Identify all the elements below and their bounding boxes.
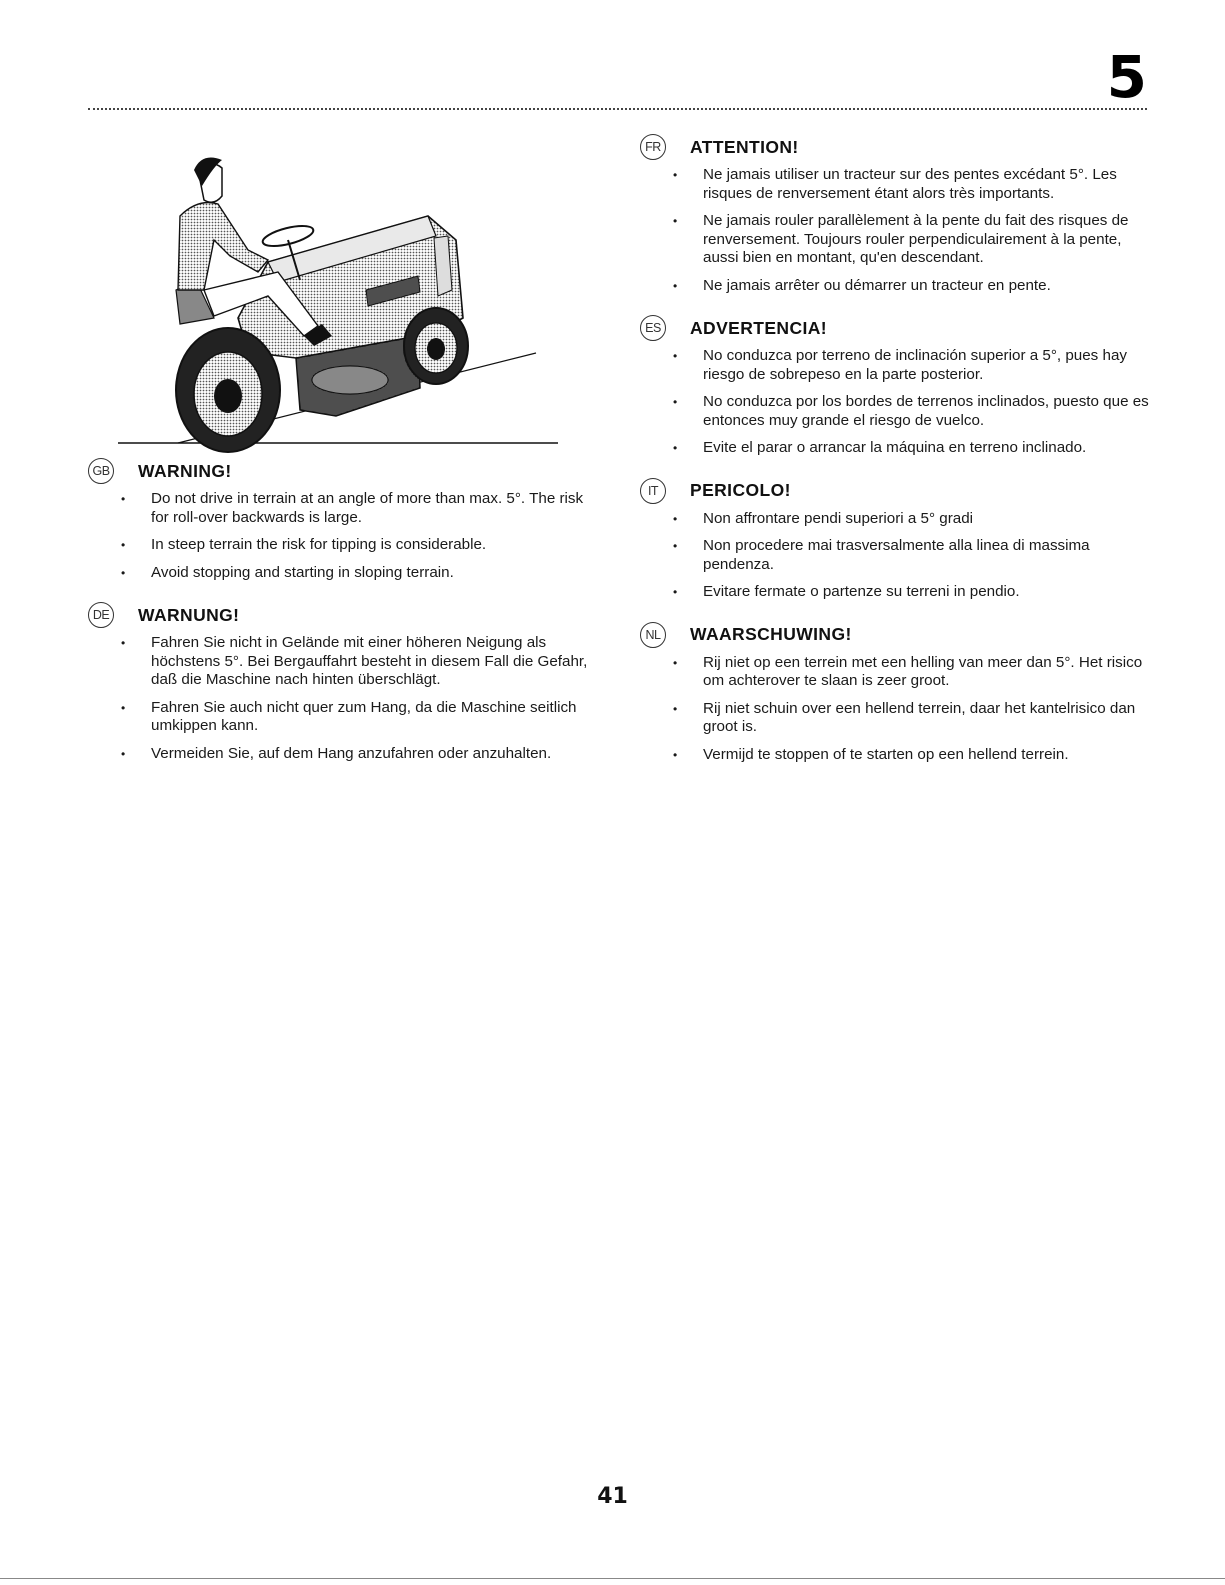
section-nl xyxy=(640,620,1155,765)
lang-badge-fr: FR xyxy=(640,134,666,160)
list-item: • Evitare fermate o partenze su terreni in pendio. xyxy=(640,583,1155,602)
section-title-es: ADVERTENCIA! xyxy=(690,317,828,338)
page-bottom-edge xyxy=(0,1578,1225,1579)
list-item: • Ne jamais arrêter ou démarrer un tracteur en pente. xyxy=(640,277,1155,296)
list-item: • No conduzca por los bordes de terrenos inclinados, puesto que es entonces muy grande el riesgo de vuelco. xyxy=(640,393,1155,430)
list-item: • Rij niet op een terrein met een helling van meer dan 5°. Het risico om achterover te slaan is zeer groot. xyxy=(640,654,1155,691)
section-title-nl: WAARSCHUWING! xyxy=(690,624,852,644)
list-item: • No conduzca por terreno de inclinación superior a 5°, pues hay riesgo de sobrepeso en la parte posterior. xyxy=(640,347,1155,384)
list-item: • In steep terrain the risk for tipping is considerable. xyxy=(88,536,598,555)
header-rule xyxy=(88,108,1147,110)
section-title-gb: WARNING! xyxy=(138,460,232,481)
right-column xyxy=(640,132,1155,782)
list-item: • Vermeiden Sie, auf dem Hang anzufahren oder anzuhalten. xyxy=(88,745,598,764)
list-item: • Vermijd te stoppen of te starten op een hellend terrein. xyxy=(640,746,1155,765)
lang-badge-de: DE xyxy=(88,602,114,628)
section-title-de: WARNUNG! xyxy=(138,604,240,625)
section-es xyxy=(640,313,1155,458)
list-item: • Fahren Sie nicht in Gelände mit einer höheren Neigung als höchstens 5°. Bei Bergauffahrt besteht in diesem Fall die Gefahr, daß die Maschine nach hinten überschlägt. xyxy=(88,634,598,690)
lang-badge-nl: NL xyxy=(640,622,666,648)
chapter-number: 5 xyxy=(1106,43,1147,111)
section-title-it: PERICOLO! xyxy=(690,480,791,500)
list-item: • Do not drive in terrain at an angle of more than max. 5°. The risk for roll-over backwards is large. xyxy=(88,490,598,527)
lang-badge-it: IT xyxy=(640,478,666,504)
section-fr xyxy=(640,132,1155,295)
section-gb xyxy=(88,456,598,582)
lang-badge-gb: GB xyxy=(88,458,114,484)
list-item: • Non affrontare pendi superiori a 5° gradi xyxy=(640,510,1155,529)
section-it xyxy=(640,476,1155,602)
list-item: • Avoid stopping and starting in sloping terrain. xyxy=(88,564,598,583)
list-item: • Evite el parar o arrancar la máquina en terreno inclinado. xyxy=(640,439,1155,458)
riding-mower-on-slope-icon xyxy=(118,140,560,458)
list-item: • Ne jamais rouler parallèlement à la pente du fait des risques de renversement. Toujours rouler perpendiculairement à la pente, aussi bien en montant, qu'en descendant. xyxy=(640,212,1155,268)
section-title-fr: ATTENTION! xyxy=(690,136,799,157)
lang-badge-es: ES xyxy=(640,315,666,341)
section-de xyxy=(88,600,598,763)
list-item: • Rij niet schuin over een hellend terrein, daar het kantelrisico dan groot is. xyxy=(640,700,1155,737)
list-item: • Fahren Sie auch nicht quer zum Hang, da die Maschine seitlich umkippen kann. xyxy=(88,699,598,736)
left-column xyxy=(88,456,598,781)
list-item: • Ne jamais utiliser un tracteur sur des pentes excédant 5°. Les risques de renversement étant alors très importants. xyxy=(640,166,1155,203)
list-item: • Non procedere mai trasversalmente alla linea di massima pendenza. xyxy=(640,537,1155,574)
page-number: 41 xyxy=(597,1484,628,1509)
